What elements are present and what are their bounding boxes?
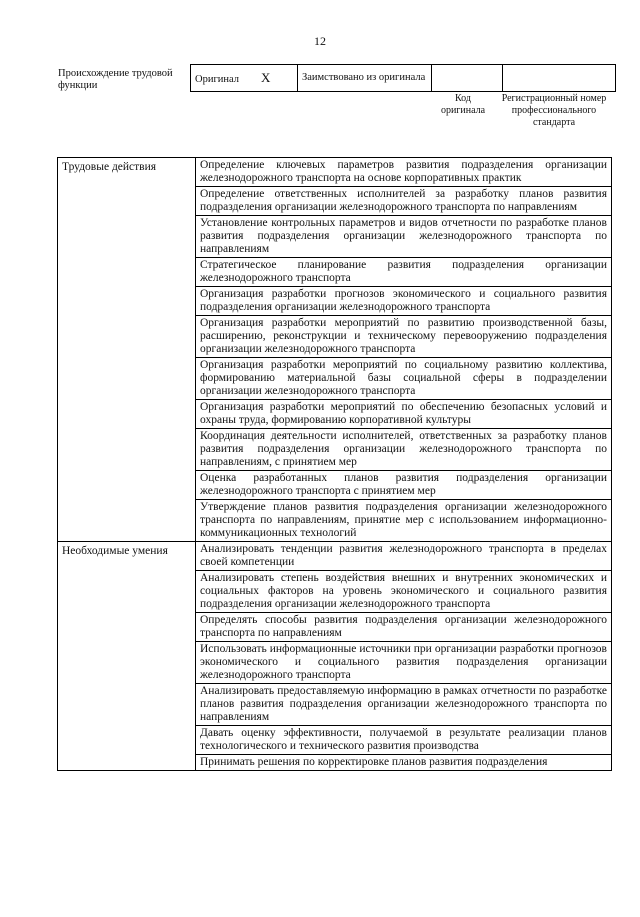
function-table: [57, 157, 612, 771]
reg-caption: Регистрационный номер профессионального стандарта: [501, 93, 607, 128]
skill-row-text: Определять способы развития подразделения организации железнодорожного транспорта по направлениям: [196, 613, 612, 642]
original-label: Оригинал: [195, 74, 239, 85]
labor-action-row-text: Организация разработки мероприятий по социальному развитию коллектива, формированию материальной базы социальной сферы в подразделении организации железнодорожного транспорта: [196, 358, 612, 400]
skill-row: [58, 542, 612, 571]
labor-action-row-text: Определение ключевых параметров развития подразделения организации железнодорожного транспорта на основе корпоративных практик: [196, 158, 612, 187]
code-caption: Код оригинала: [440, 93, 486, 116]
page-number: 12: [314, 34, 326, 48]
original-cell: [191, 65, 298, 92]
labor-action-row-text: Организация разработки мероприятий по обеспечению безопасных условий и охраны труда, формированию корпоративной культуры: [196, 400, 612, 429]
labor-action-row: [58, 158, 612, 187]
skill-row-text: Принимать решения по корректировке планов развития подразделения: [196, 755, 612, 771]
skills-label: Необходимые умения: [58, 542, 196, 771]
labor-action-row-text: Организация разработки прогнозов экономического и социального развития подразделения организации железнодорожного транспорта: [196, 287, 612, 316]
labor-action-row-text: Определение ответственных исполнителей за разработку планов развития подразделения организации железнодорожного транспорта по направлениям: [196, 187, 612, 216]
skill-row-text: Анализировать тенденции развития железнодорожного транспорта в пределах своей компетенции: [196, 542, 612, 571]
skill-row-text: Анализировать степень воздействия внешних и внутренних экономических и социальных факторов на уровень экономического и социального развития подразделения организации железнодорожного транспорта: [196, 571, 612, 613]
code-cell: [432, 65, 503, 92]
original-mark: X: [261, 70, 271, 85]
labor-action-row-text: Стратегическое планирование развития подразделения организации железнодорожного транспорта: [196, 258, 612, 287]
skill-row-text: Анализировать предоставляемую информацию в рамках отчетности по разработке планов развития подразделения организации железнодорожного транспорта по направлениям: [196, 684, 612, 726]
labor-action-row-text: Установление контрольных параметров и видов отчетности по разработке планов развития подразделения организации железнодорожного транспорта по направлениям: [196, 216, 612, 258]
labor-action-row-text: Утверждение планов развития подразделения организации железнодорожного транспорта по направлениям, принятие мер с использованием информационно-коммуникационных технологий: [196, 500, 612, 542]
labor-action-row-text: Координация деятельности исполнителей, ответственных за разработку планов развития подразделения организации железнодорожного транспорта по направлениям, с принятием мер: [196, 429, 612, 471]
labor-actions-label: Трудовые действия: [58, 158, 196, 542]
labor-action-row-text: Оценка разработанных планов развития подразделения организации железнодорожного транспорта с принятием мер: [196, 471, 612, 500]
skill-row-text: Использовать информационные источники при организации разработки прогнозов экономического и социального развития подразделения организации железнодорожного транспорта: [196, 642, 612, 684]
borrowed-label: Заимствовано из оригинала: [302, 72, 426, 83]
borrowed-cell: [298, 65, 432, 92]
skill-row-text: Давать оценку эффективности, получаемой в результате реализации планов технологического и технического развития производства: [196, 726, 612, 755]
origin-table: [190, 64, 616, 92]
origin-label: Происхождение трудовой функции: [58, 68, 173, 91]
labor-action-row-text: Организация разработки мероприятий по развитию производственной базы, расширению, реконструкции и техническому перевооружению подразделения организации железнодорожного транспорта: [196, 316, 612, 358]
reg-number-cell: [503, 65, 616, 92]
